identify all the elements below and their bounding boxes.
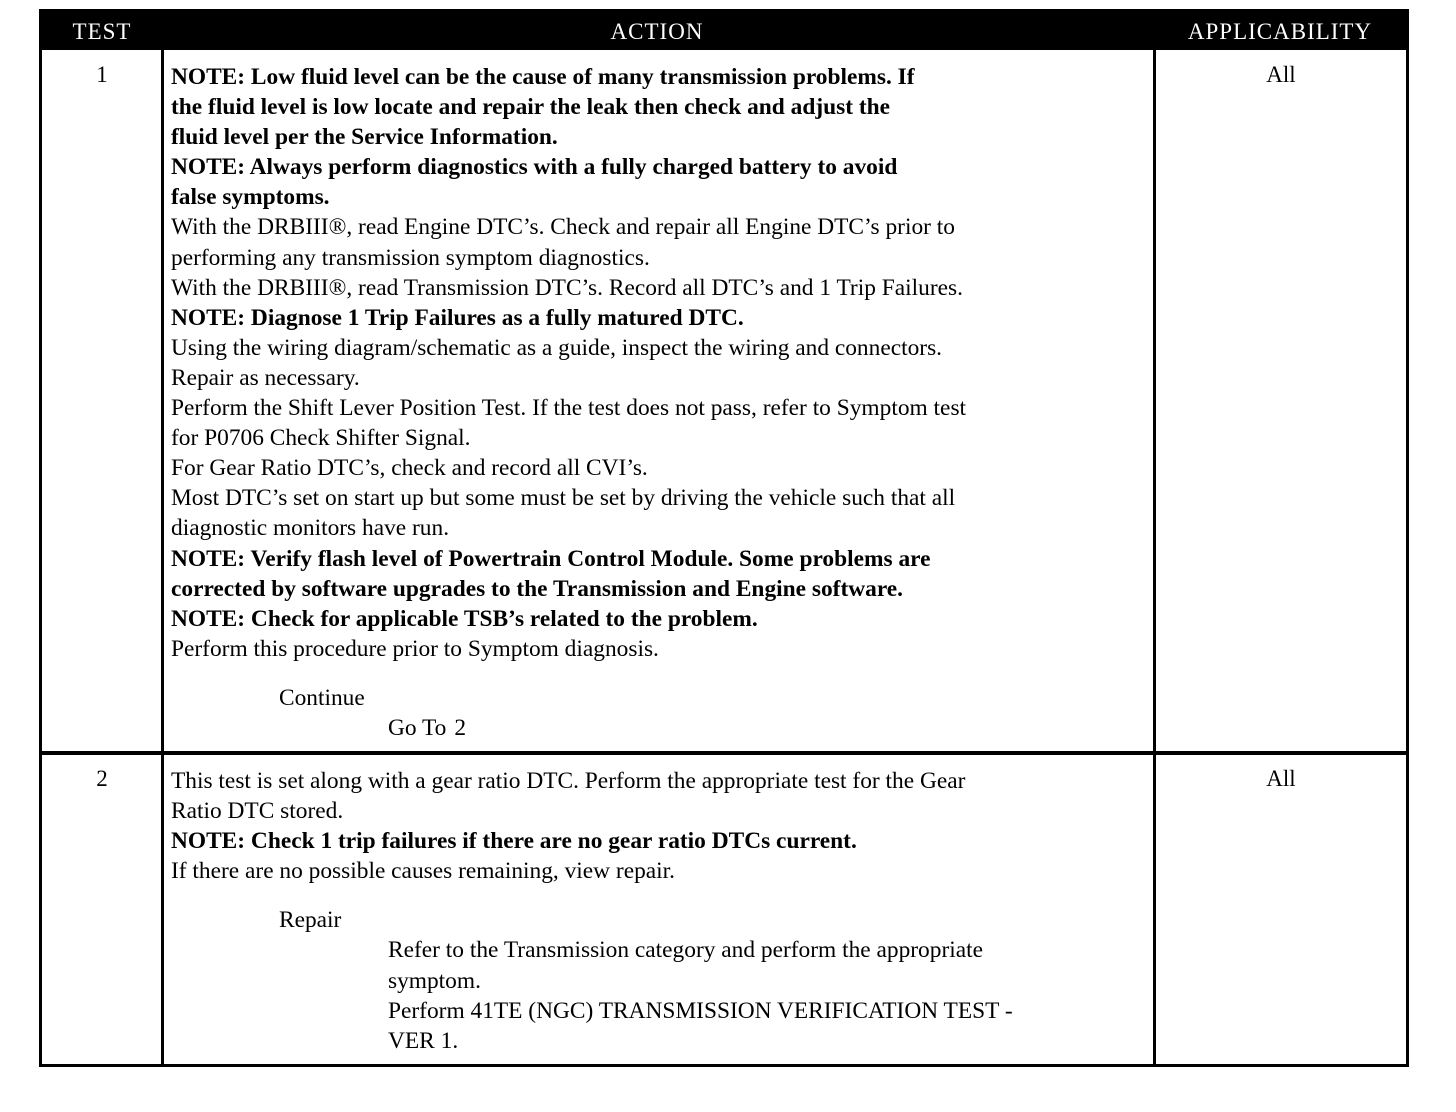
note-line: fluid level per the Service Information. — [171, 124, 558, 151]
instruction-line: Perform the Shift Lever Position Test. If the test does not pass, refer to Symptom test — [171, 395, 967, 422]
instruction-line: If there are no possible causes remaining, view repair. — [171, 858, 676, 885]
diagnostic-table — [39, 9, 1409, 1067]
instruction-line: diagnostic monitors have run. — [171, 515, 450, 542]
goto-label: Go To — [388, 714, 447, 741]
column-divider — [1153, 50, 1156, 1064]
note-line: NOTE: Low fluid level can be the cause of many transmission problems. If — [171, 64, 915, 90]
applicability-value: All — [1266, 62, 1296, 87]
table-header — [42, 12, 1406, 50]
repair-line: Refer to the Transmission category and perform the appropriate — [388, 937, 983, 964]
note-line: NOTE: Diagnose 1 Trip Failures as a fully matured DTC. — [171, 304, 744, 331]
instruction-line: performing any transmission symptom diagnostics. — [171, 244, 650, 271]
instruction-line: Ratio DTC stored. — [171, 798, 344, 825]
note-line: the fluid level is low locate and repair the leak then check and adjust the — [171, 94, 891, 121]
instruction-line: With the DRBIII®, read Engine DTC’s. Check and repair all Engine DTC’s prior to — [171, 214, 955, 241]
instruction-line: Most DTC’s set on start up but some must be set by driving the vehicle such that all — [171, 485, 956, 512]
outcome-repair: Repair — [279, 907, 342, 934]
row-divider — [42, 751, 1406, 755]
goto-target: 2 — [454, 714, 467, 741]
repair-line: symptom. — [388, 967, 481, 994]
action-text — [171, 766, 1146, 1056]
test-number: 2 — [96, 766, 108, 791]
action-text — [171, 62, 1146, 743]
note-line: NOTE: Verify flash level of Powertrain Control Module. Some problems are — [171, 545, 931, 572]
instruction-line: Perform this procedure prior to Symptom diagnosis. — [171, 635, 659, 662]
applicability-value: All — [1266, 766, 1296, 791]
note-line: NOTE: Always perform diagnostics with a fully charged battery to avoid — [171, 154, 898, 181]
test-number: 1 — [96, 62, 108, 87]
note-line: corrected by software upgrades to the Transmission and Engine software. — [171, 575, 904, 602]
instruction-line: Repair as necessary. — [171, 364, 360, 391]
note-line: NOTE: Check 1 trip failures if there are no gear ratio DTCs current. — [171, 828, 857, 855]
outcome-continue: Continue — [279, 684, 365, 711]
instruction-line: For Gear Ratio DTC’s, check and record all CVI’s. — [171, 455, 648, 482]
column-divider — [161, 50, 164, 1064]
header-applicability: APPLICABILITY — [1187, 19, 1373, 44]
note-line: NOTE: Check for applicable TSB’s related to the problem. — [171, 605, 758, 632]
instruction-line: With the DRBIII®, read Transmission DTC’s. Record all DTC’s and 1 Trip Failures. — [171, 274, 963, 301]
instruction-line: Using the wiring diagram/schematic as a guide, inspect the wiring and connectors. — [171, 334, 943, 361]
header-action: ACTION — [610, 19, 704, 44]
header-test: TEST — [72, 19, 132, 44]
note-line: false symptoms. — [171, 184, 330, 211]
instruction-line: for P0706 Check Shifter Signal. — [171, 425, 471, 452]
instruction-line: This test is set along with a gear ratio DTC. Perform the appropriate test for the Gear — [171, 768, 966, 794]
repair-line: Perform 41TE (NGC) TRANSMISSION VERIFICATION TEST - — [388, 997, 1013, 1024]
goto-link[interactable] — [171, 713, 1146, 743]
repair-line: VER 1. — [388, 1027, 459, 1054]
